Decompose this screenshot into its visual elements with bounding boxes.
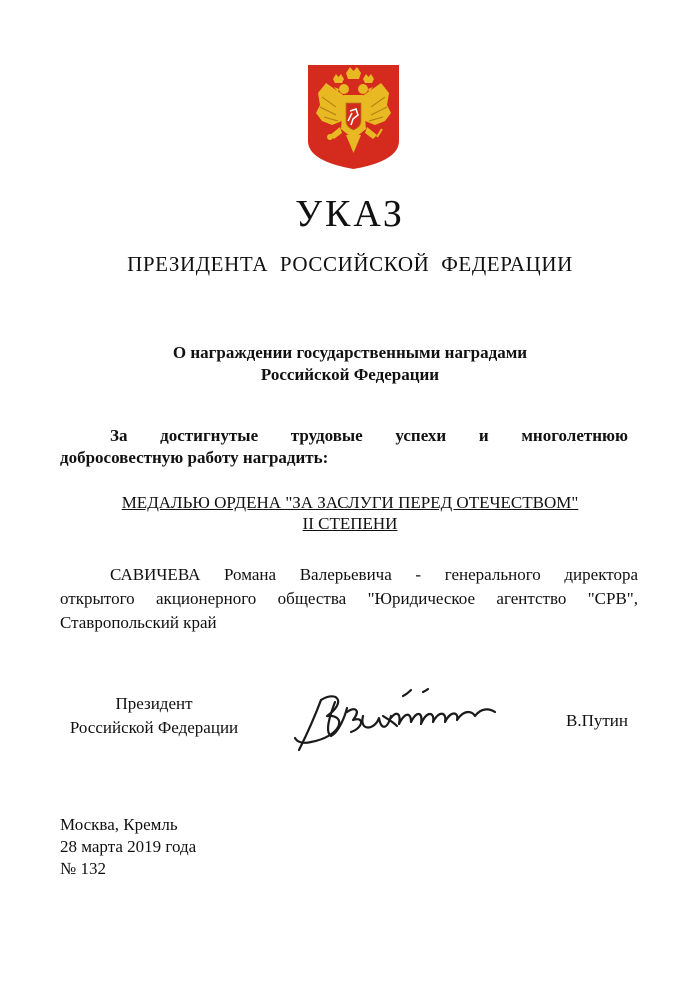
decree-heading — [0, 342, 700, 386]
coat-of-arms-emblem — [306, 63, 401, 171]
decree-place: Москва, Кремль — [60, 815, 178, 834]
decree-date: 28 марта 2019 года — [60, 837, 197, 856]
decree-number: № 132 — [60, 859, 106, 878]
award-line: II СТЕПЕНИ — [302, 514, 398, 533]
award-line: МЕДАЛЬЮ ОРДЕНА "ЗА ЗАСЛУГИ ПЕРЕД ОТЕЧЕСТВОМ" — [121, 493, 579, 512]
intro-line: За достигнутые трудовые успехи и многолетнюю — [110, 426, 628, 445]
document-subtitle: ПРЕЗИДЕНТА РОССИЙСКОЙ ФЕДЕРАЦИИ — [127, 252, 573, 276]
position-line: Президент — [115, 694, 193, 713]
signatory-position — [54, 692, 254, 740]
document-title: УКАЗ — [295, 193, 405, 235]
handwritten-signature — [285, 672, 515, 762]
decree-heading-line: Российской Федерации — [260, 365, 440, 384]
decree-heading-line: О награждении государственными наградами — [172, 343, 528, 362]
signatory-name: В.Путин — [566, 711, 628, 730]
award-name — [0, 492, 700, 534]
awardee-line: открытого акционерного общества "Юридическое агентство "СРВ", — [60, 589, 638, 608]
awardee-line: Ставропольский край — [60, 613, 217, 632]
awardee-line: САВИЧЕВА Романа Валерьевича - генерального директора — [110, 565, 638, 584]
decree-place-date — [60, 814, 196, 880]
intro-line: добросовестную работу наградить: — [60, 448, 329, 467]
position-line: Российской Федерации — [69, 718, 239, 737]
awardee-paragraph — [60, 563, 638, 635]
decree-intro — [60, 425, 628, 469]
